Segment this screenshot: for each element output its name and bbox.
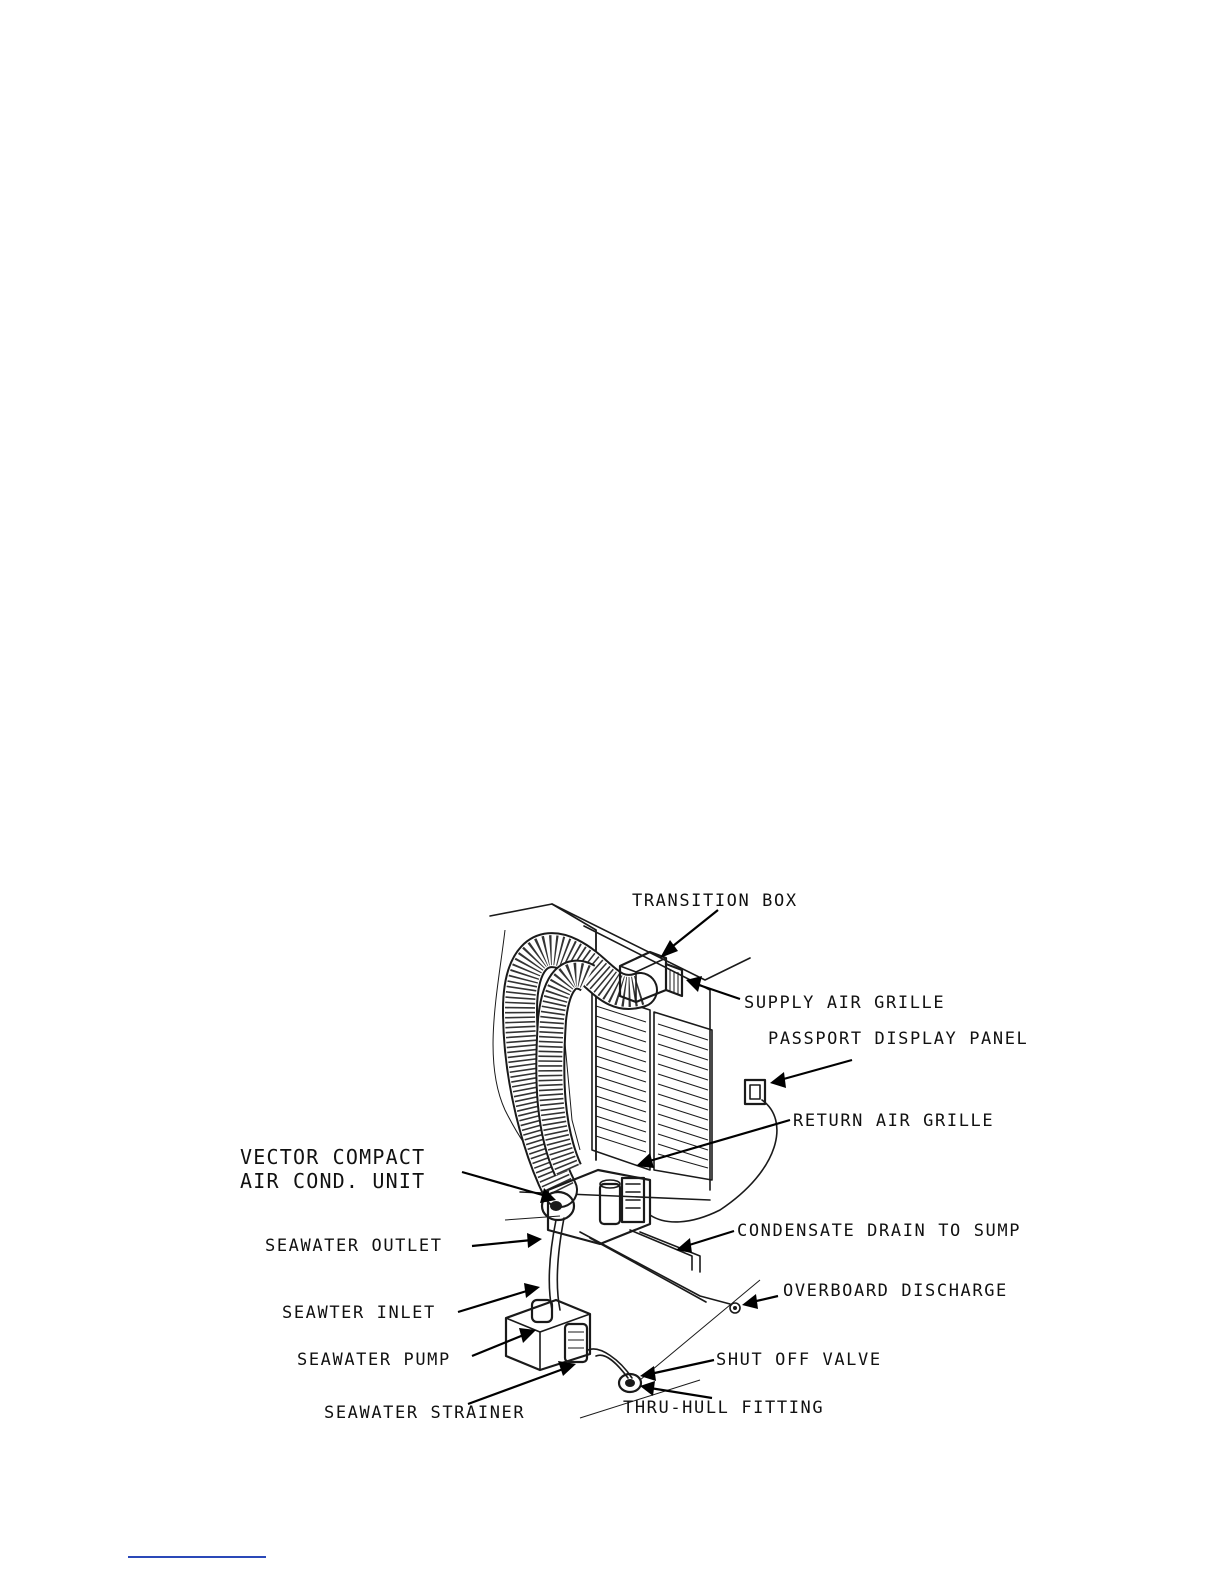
- label-shut-off-valve: SHUT OFF VALVE: [716, 1350, 882, 1370]
- thru-hull-fitting: [619, 1374, 641, 1392]
- overboard-discharge-fitting: [730, 1303, 740, 1313]
- label-vector-compact-line1: VECTOR COMPACT: [240, 1145, 426, 1169]
- label-condensate-drain: CONDENSATE DRAIN TO SUMP: [737, 1221, 1022, 1241]
- footer-rule: [128, 1556, 266, 1558]
- label-supply-air-grille: SUPPLY AIR GRILLE: [744, 993, 946, 1013]
- flexible-duct: [520, 950, 640, 1190]
- label-seawater-pump: SEAWATER PUMP: [297, 1350, 451, 1370]
- label-passport-display-panel: PASSPORT DISPLAY PANEL: [768, 1029, 1029, 1049]
- label-seawater-inlet: SEAWTER INLET: [282, 1303, 436, 1323]
- hull-line: [505, 1216, 760, 1418]
- label-seawater-outlet: SEAWATER OUTLET: [265, 1236, 443, 1256]
- label-return-air-grille: RETURN AIR GRILLE: [793, 1111, 995, 1131]
- label-seawater-strainer: SEAWATER STRAINER: [324, 1403, 526, 1423]
- seawater-pump: [506, 1300, 590, 1370]
- label-transition-box: TRANSITION BOX: [632, 891, 798, 911]
- passport-display-panel: [650, 1080, 777, 1222]
- label-thru-hull-fitting: THRU-HULL FITTING: [623, 1398, 825, 1418]
- label-vector-compact-line2: AIR COND. UNIT: [240, 1169, 426, 1193]
- label-overboard-discharge: OVERBOARD DISCHARGE: [783, 1281, 1008, 1301]
- piping: [549, 1218, 730, 1378]
- return-air-grille: [592, 992, 712, 1180]
